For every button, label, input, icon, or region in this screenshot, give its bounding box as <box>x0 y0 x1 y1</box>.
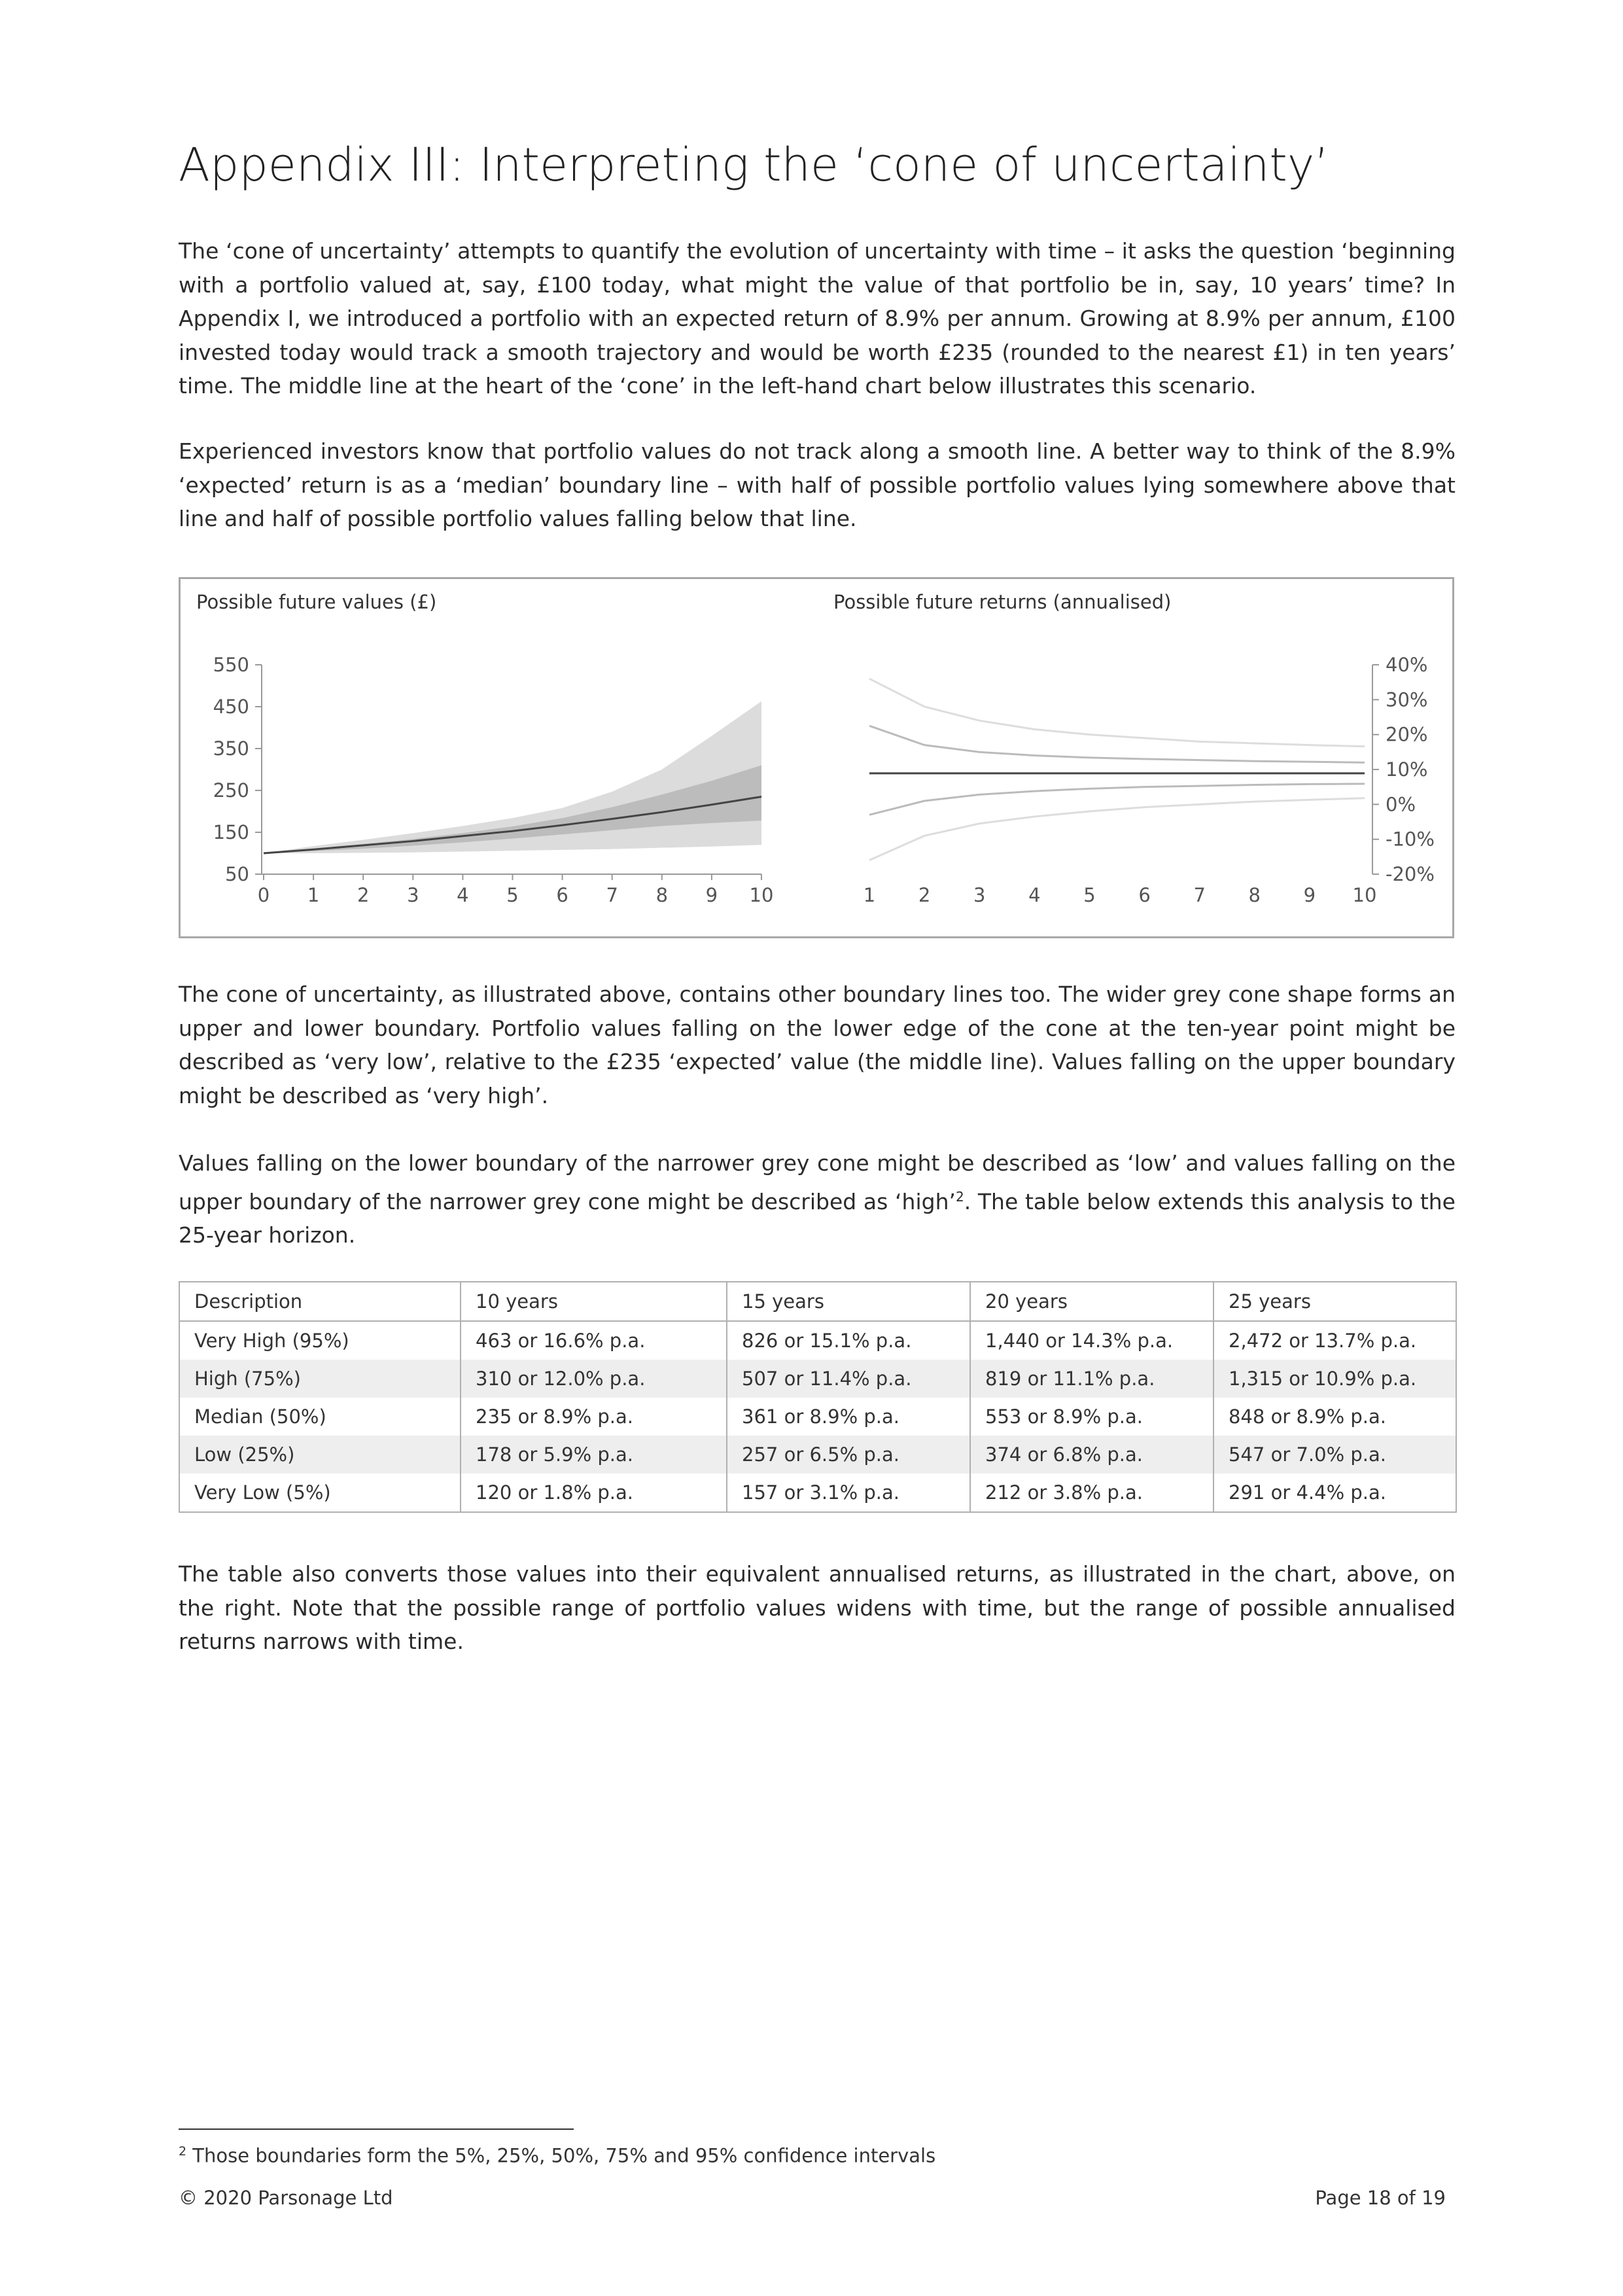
table-cell: 257 or 6.5% p.a. <box>727 1436 970 1474</box>
table-cell: 120 or 1.8% p.a. <box>461 1474 727 1512</box>
footnote-text: Those boundaries form the 5%, 25%, 50%, 75% and 95% confidence intervals <box>186 2144 936 2167</box>
values-x-tick-label: 2 <box>357 884 370 906</box>
returns-y-tick-label: 0% <box>1386 793 1416 816</box>
table-row <box>179 1360 1456 1398</box>
table-header-cell: Description <box>179 1282 461 1321</box>
values-y-tick-label: 450 <box>213 696 249 718</box>
table-cell: 1,315 or 10.9% p.a. <box>1213 1360 1456 1398</box>
returns-chart <box>864 654 1435 906</box>
table-row <box>179 1398 1456 1436</box>
values-y-tick-label: 350 <box>213 737 249 760</box>
returns-x-tick-label: 2 <box>918 884 931 906</box>
returns-y-tick-label: 10% <box>1386 758 1428 781</box>
values-x-tick-label: 10 <box>749 884 774 906</box>
returns-x-tick-label: 5 <box>1083 884 1096 906</box>
table-cell: 463 or 16.6% p.a. <box>461 1321 727 1360</box>
table-cell: 553 or 8.9% p.a. <box>970 1398 1213 1436</box>
conclusion-paragraph: The table also converts those values into their equivalent annualised returns, as illustrated in the chart, above, on the right. Note that the possible range of portfolio values widens with time, but the range of possible annualised returns narrows with time. <box>179 1561 1456 1654</box>
returns-y-tick-label: 30% <box>1386 688 1428 711</box>
table-cell: Very High (95%) <box>179 1321 461 1360</box>
median-paragraph: Experienced investors know that portfolio values do not track along a smooth line. A better way to think of the 8.9% ‘expected’ return is as a ‘median’ boundary line – with half of possible portfolio values lying somewhere above that line and half of possible portfolio values falling below that line. <box>179 438 1456 531</box>
table-cell: 157 or 3.1% p.a. <box>727 1474 970 1512</box>
table-row <box>179 1321 1456 1360</box>
narrow-cone-paragraph <box>179 1146 1456 1252</box>
very-low-return-line <box>869 798 1365 860</box>
table-header-cell: 10 years <box>461 1282 727 1321</box>
values-x-tick-label: 6 <box>556 884 568 906</box>
returns-x-tick-label: 7 <box>1193 884 1206 906</box>
values-y-tick-label: 250 <box>213 779 249 802</box>
table-header-cell: 15 years <box>727 1282 970 1321</box>
values-x-tick-label: 4 <box>457 884 469 906</box>
intro-paragraph: The ‘cone of uncertainty’ attempts to quantify the evolution of uncertainty with time – it asks the question ‘beginning with a portfolio valued at, say, £100 today, what might the value of that portfolio be in, say, 10 years’ time? In Appendix I, we introduced a portfolio with an expected return of 8.9% per annum. Growing at 8.9% per annum, £100 invested today would track a smooth trajectory and would be worth £235 (rounded to the nearest £1) in ten years’ time. The middle line at the heart of the ‘cone’ in the left-hand chart below illustrates this scenario. <box>179 238 1456 398</box>
table-cell: 819 or 11.1% p.a. <box>970 1360 1213 1398</box>
table-cell: 374 or 6.8% p.a. <box>970 1436 1213 1474</box>
table-cell: 235 or 8.9% p.a. <box>461 1398 727 1436</box>
narrow-cone-text: Values falling on the lower boundary of the narrower grey cone might be described as ‘low’ and values falling on the upper boundary of the narrower grey cone might be described as ‘high’ <box>179 1150 1456 1214</box>
returns-x-tick-label: 10 <box>1352 884 1377 906</box>
returns-y-tick-label: -20% <box>1386 863 1435 885</box>
values-y-tick-label: 50 <box>225 863 249 885</box>
table-cell: 848 or 8.9% p.a. <box>1213 1398 1456 1436</box>
values-x-tick-label: 7 <box>606 884 618 906</box>
table-cell: 212 or 3.8% p.a. <box>970 1474 1213 1512</box>
values-x-tick-label: 3 <box>407 884 419 906</box>
values-x-tick-label: 9 <box>705 884 718 906</box>
values-x-tick-label: 0 <box>257 884 270 906</box>
narrow-cone-text-end: . The table below extends this analysis to the 25-year horizon. <box>179 1188 1456 1248</box>
table-cell: 310 or 12.0% p.a. <box>461 1360 727 1398</box>
table-cell: 547 or 7.0% p.a. <box>1213 1436 1456 1474</box>
cone-charts-svg <box>181 579 1452 936</box>
table-header-row <box>179 1282 1456 1321</box>
table-cell: 1,440 or 14.3% p.a. <box>970 1321 1213 1360</box>
copyright-notice: © 2020 Parsonage Ltd <box>179 2187 393 2209</box>
returns-x-tick-label: 1 <box>863 884 876 906</box>
returns-x-tick-label: 8 <box>1248 884 1261 906</box>
returns-chart-title: Possible future returns (annualised) <box>833 591 1172 613</box>
returns-x-tick-label: 9 <box>1303 884 1316 906</box>
table-cell: Very Low (5%) <box>179 1474 461 1512</box>
very-high-return-line <box>869 679 1365 746</box>
values-y-tick-label: 150 <box>213 821 249 843</box>
values-x-tick-label: 5 <box>506 884 519 906</box>
table-cell: 507 or 11.4% p.a. <box>727 1360 970 1398</box>
values-chart <box>213 654 774 906</box>
table-cell: 826 or 15.1% p.a. <box>727 1321 970 1360</box>
values-x-tick-label: 8 <box>655 884 669 906</box>
returns-x-tick-label: 3 <box>973 884 986 906</box>
page-number: Page 18 of 19 <box>1315 2187 1446 2209</box>
page-title: Appendix III: Interpreting the ‘cone of uncertainty’ <box>179 138 1329 192</box>
table-cell: Low (25%) <box>179 1436 461 1474</box>
cone-chart-panel <box>179 577 1454 938</box>
footnote-ref: 2 <box>955 1188 964 1205</box>
table-row <box>179 1436 1456 1474</box>
footnote <box>179 2144 935 2167</box>
table-cell: 2,472 or 13.7% p.a. <box>1213 1321 1456 1360</box>
uncertainty-table <box>179 1281 1457 1513</box>
table-cell: Median (50%) <box>179 1398 461 1436</box>
table-cell: High (75%) <box>179 1360 461 1398</box>
table-cell: 291 or 4.4% p.a. <box>1213 1474 1456 1512</box>
table-header-cell: 25 years <box>1213 1282 1456 1321</box>
returns-y-tick-label: -10% <box>1386 828 1435 851</box>
boundaries-paragraph: The cone of uncertainty, as illustrated above, contains other boundary lines too. The wider grey cone shape forms an upper and lower boundary. Portfolio values falling on the lower edge of the cone at the ten-year point might be described as ‘very low’, relative to the £235 ‘expected’ value (the middle line). Values falling on the upper boundary might be described as ‘very high’. <box>179 981 1456 1108</box>
values-chart-title: Possible future values (£) <box>196 591 437 613</box>
footnote-divider <box>179 2128 574 2130</box>
returns-x-tick-label: 6 <box>1138 884 1151 906</box>
values-x-tick-label: 1 <box>307 884 320 906</box>
table-header-cell: 20 years <box>970 1282 1213 1321</box>
returns-x-tick-label: 4 <box>1028 884 1041 906</box>
table-cell: 361 or 8.9% p.a. <box>727 1398 970 1436</box>
table-row <box>179 1474 1456 1512</box>
returns-y-tick-label: 40% <box>1386 654 1428 676</box>
values-y-tick-label: 550 <box>213 654 249 676</box>
footnote-marker: 2 <box>179 2144 187 2159</box>
table-cell: 178 or 5.9% p.a. <box>461 1436 727 1474</box>
returns-y-tick-label: 20% <box>1386 723 1428 746</box>
